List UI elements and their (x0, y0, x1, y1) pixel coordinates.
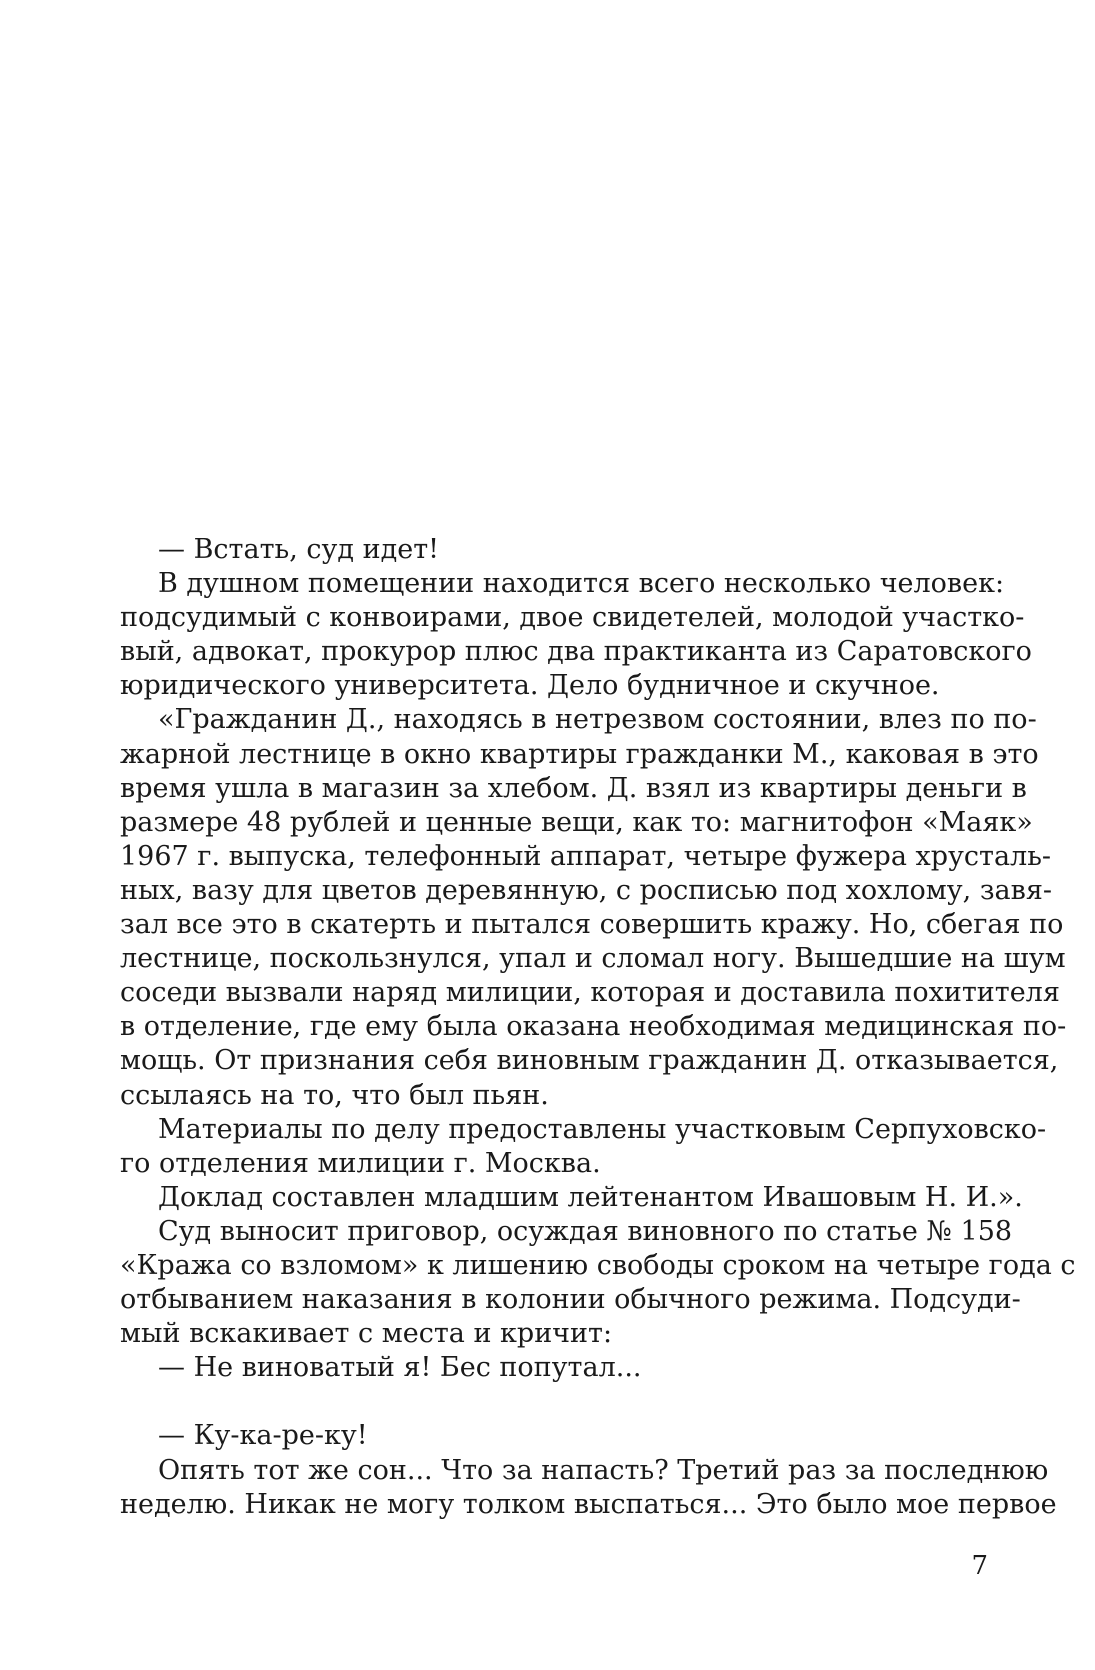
text-line: Материалы по делу предоставлены участковым Серпуховско- (158, 1113, 1047, 1145)
text-line: время ушла в магазин за хлебом. Д. взял из квартиры деньги в (120, 772, 1027, 804)
text-line: Опять тот же сон... Что за напасть? Третий раз за последнюю (158, 1454, 1049, 1486)
text-line: юридического университета. Дело будничное и скучное. (120, 670, 940, 702)
text-line: — Не виноватый я! Бес попутал... (158, 1352, 642, 1384)
text-line: го отделения милиции г. Москва. (120, 1147, 601, 1179)
body-text (120, 533, 1076, 1522)
text-line: — Встать, суд идет! (158, 534, 439, 565)
text-line: — Ку-ка-ре-ку! (158, 1420, 368, 1452)
text-line: ссылаясь на то, что был пьян. (120, 1079, 549, 1111)
text-line: мый вскакивает с места и кричит: (120, 1318, 613, 1350)
paragraph-gap (120, 1385, 984, 1419)
text-line: Доклад составлен младшим лейтенантом Ивашовым Н. И.». (158, 1181, 1023, 1213)
text-line: в отделение, где ему была оказана необходимая медицинская по- (120, 1011, 1067, 1043)
text-line: размере 48 рублей и ценные вещи, как то: магнитофон «Маяк» (120, 806, 1033, 838)
text-line: мощь. От признания себя виновным гражданин Д. отказывается, (120, 1045, 1059, 1077)
text-line: «Кража со взломом» к лишению свободы сроком на четыре года с (120, 1249, 1076, 1281)
text-line: В душном помещении находится всего несколько человек: (158, 568, 1005, 600)
text-line: зал все это в скатерть и пытался совершить кражу. Но, сбегая по (120, 909, 1064, 941)
text-line: «Гражданин Д., находясь в нетрезвом состоянии, влез по по- (158, 704, 1037, 736)
text-line: вый, адвокат, прокурор плюс два практиканта из Саратовского (120, 636, 1032, 668)
text-line: жарной лестнице в окно квартиры гражданки М., каковая в это (120, 738, 1039, 770)
text-line: лестнице, поскользнулся, упал и сломал ногу. Вышедшие на шум (120, 943, 1066, 975)
text-line: отбыванием наказания в колонии обычного режима. Подсуди- (120, 1284, 1021, 1316)
text-line: 1967 г. выпуска, телефонный аппарат, четыре фужера хрусталь- (120, 840, 1052, 872)
text-line: ных, вазу для цветов деревянную, с росписью под хохлому, завя- (120, 874, 1053, 906)
text-line: неделю. Никак не могу толком выспаться... Это было мое первое (120, 1488, 1057, 1520)
page-number: 7 (971, 1551, 988, 1581)
text-line: соседи вызвали наряд милиции, которая и доставила похитителя (120, 977, 1060, 1009)
text-line: Суд выносит приговор, осуждая виновного по статье № 158 (158, 1215, 1013, 1247)
text-line: подсудимый с конвоирами, двое свидетелей, молодой участко- (120, 602, 1025, 634)
